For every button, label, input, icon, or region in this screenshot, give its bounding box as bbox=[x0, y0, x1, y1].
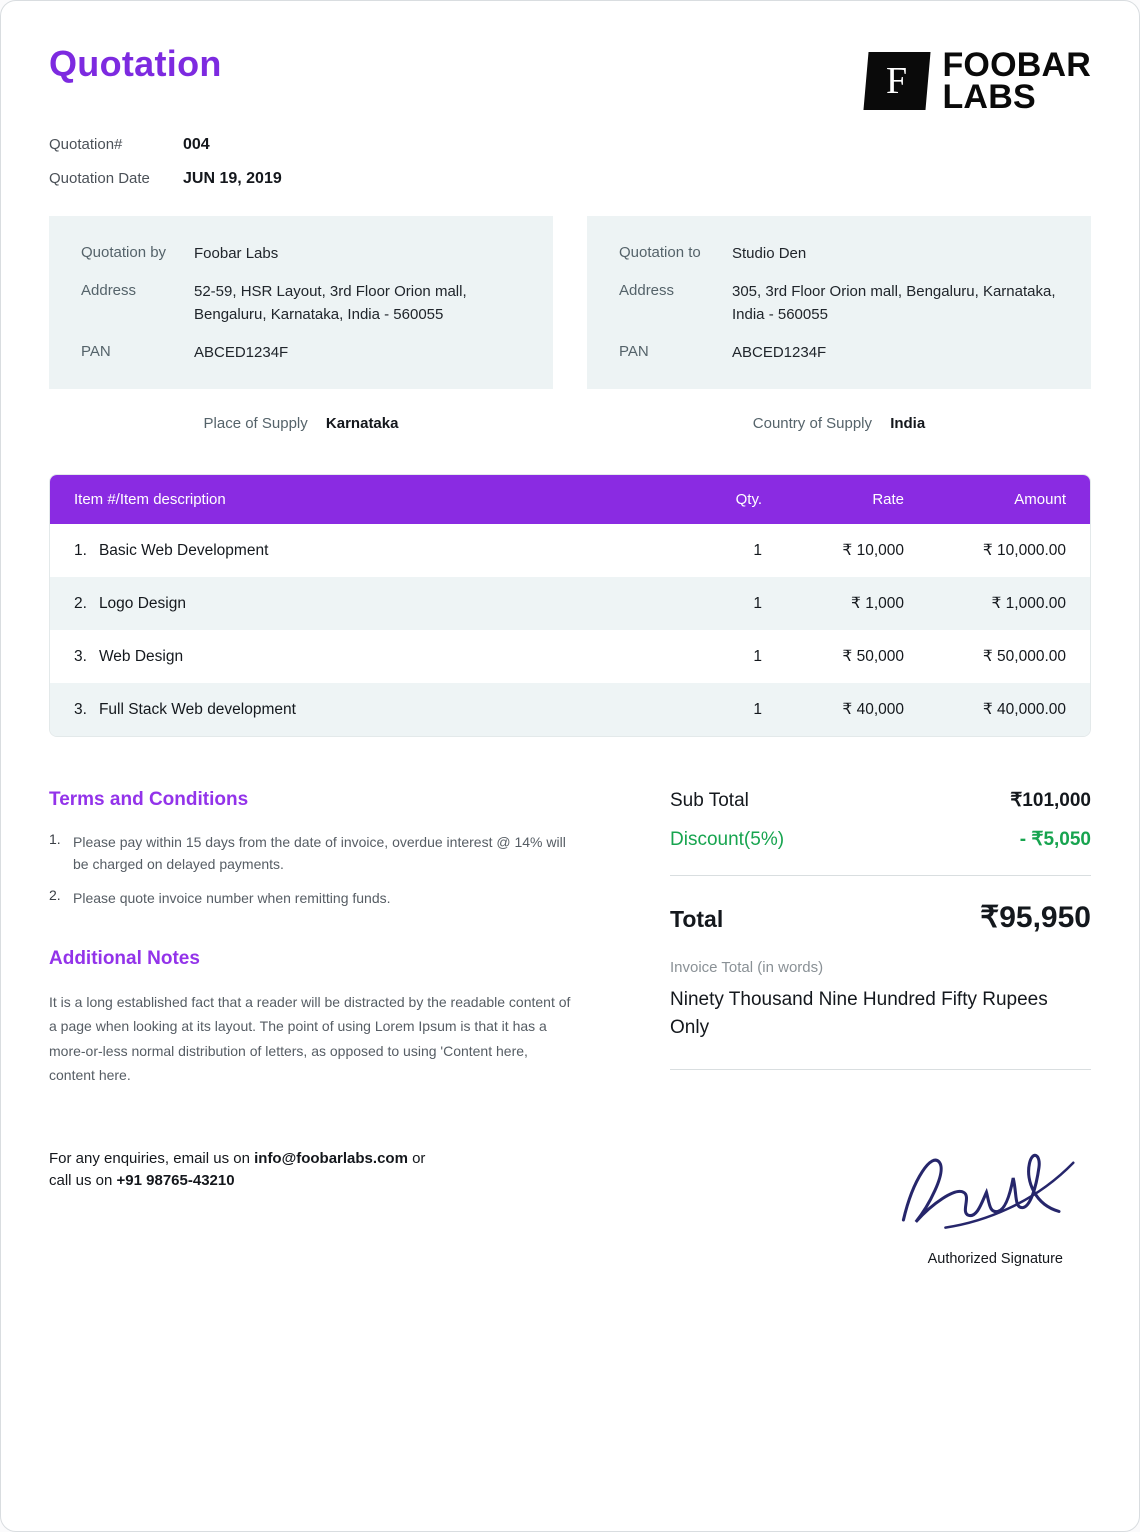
item-amount: ₹ 40,000.00 bbox=[982, 700, 1066, 718]
term-number: 2. bbox=[49, 887, 61, 904]
country-of-supply-label: Country of Supply bbox=[752, 414, 873, 432]
quotation-date-row bbox=[49, 170, 1091, 188]
discount-row bbox=[670, 828, 1091, 851]
item-number: 1. bbox=[74, 541, 87, 559]
item-description: Logo Design bbox=[98, 594, 186, 612]
contact-suffix: or bbox=[407, 1149, 426, 1167]
item-amount: ₹ 1,000.00 bbox=[991, 594, 1066, 612]
quotation-number-label: Quotation# bbox=[49, 135, 123, 153]
item-number: 2. bbox=[74, 594, 87, 612]
header-amount: Amount bbox=[1014, 490, 1066, 508]
item-rate: ₹ 40,000 bbox=[842, 700, 904, 718]
summary-divider bbox=[670, 875, 1091, 876]
quotation-date-value: JUN 19, 2019 bbox=[183, 169, 282, 187]
item-qty: 1 bbox=[753, 647, 762, 665]
term-item bbox=[49, 887, 571, 909]
quotation-by-address-row bbox=[81, 280, 521, 327]
quotation-by-address: 52-59, HSR Layout, 3rd Floor Orion mall, Bengaluru, Karnataka, India - 560055 bbox=[194, 282, 467, 324]
authorized-signature-label: Authorized Signature bbox=[927, 1250, 1063, 1267]
bottom-section bbox=[49, 789, 1091, 1267]
logo-mark-icon bbox=[864, 52, 931, 110]
company-logo bbox=[866, 46, 1091, 117]
quotation-by-pan: ABCED1234F bbox=[194, 344, 289, 362]
term-item bbox=[49, 831, 571, 876]
item-rate: ₹ 10,000 bbox=[842, 541, 904, 559]
item-rate: ₹ 1,000 bbox=[851, 594, 904, 612]
header-qty: Qty. bbox=[735, 490, 762, 508]
document-header bbox=[49, 43, 1091, 117]
table-row bbox=[50, 524, 1090, 577]
item-amount: ₹ 10,000.00 bbox=[982, 541, 1066, 559]
discount-value: - ₹5,050 bbox=[1019, 828, 1091, 850]
quotation-date-label: Quotation Date bbox=[49, 169, 150, 187]
subtotal-label: Sub Total bbox=[670, 789, 749, 811]
quotation-to-label: Quotation to bbox=[619, 243, 701, 261]
table-row bbox=[50, 577, 1090, 630]
quotation-meta bbox=[49, 136, 1091, 188]
signature-icon bbox=[888, 1136, 1083, 1241]
subtotal-row bbox=[670, 789, 1091, 812]
quotation-to-address: 305, 3rd Floor Orion mall, Bengaluru, Karnataka, India - 560055 bbox=[732, 282, 1056, 324]
term-number: 1. bbox=[49, 830, 61, 847]
summary-column bbox=[670, 789, 1091, 1267]
quotation-by-pan-label: PAN bbox=[81, 343, 111, 361]
item-description-cell bbox=[50, 684, 694, 736]
total-value: ₹95,950 bbox=[980, 900, 1091, 934]
quotation-to-address-row bbox=[619, 280, 1059, 327]
table-row bbox=[50, 630, 1090, 683]
terms-heading: Terms and Conditions bbox=[49, 788, 249, 810]
item-description: Full Stack Web development bbox=[98, 700, 296, 718]
place-of-supply-label: Place of Supply bbox=[203, 414, 308, 432]
item-description-cell bbox=[50, 525, 694, 577]
items-table-header bbox=[50, 475, 1090, 524]
country-of-supply-value: India bbox=[890, 414, 926, 432]
quotation-by-address-label: Address bbox=[81, 281, 137, 299]
term-text: Please pay within 15 days from the date of invoice, overdue interest @ 14% will be charged on delayed payments. bbox=[73, 833, 566, 872]
quotation-to-name: Studio Den bbox=[732, 244, 807, 262]
total-in-words-label: Invoice Total (in words) bbox=[670, 958, 824, 976]
header-item-description: Item #/Item description bbox=[74, 490, 226, 508]
contact-email[interactable]: info@foobarlabs.com bbox=[254, 1149, 408, 1167]
quotation-to-pan-label: PAN bbox=[619, 343, 649, 361]
quotation-to-name-row bbox=[619, 242, 1059, 265]
quotation-by-box bbox=[49, 216, 553, 389]
logo-letter: F bbox=[886, 60, 909, 103]
item-description: Basic Web Development bbox=[98, 541, 269, 559]
table-row bbox=[50, 683, 1090, 736]
subtotal-value: ₹101,000 bbox=[1010, 789, 1091, 811]
place-of-supply-value: Karnataka bbox=[325, 414, 399, 432]
contact-line bbox=[49, 1148, 571, 1193]
place-of-supply bbox=[49, 415, 553, 432]
quotation-by-pan-row bbox=[81, 341, 521, 364]
item-amount: ₹ 50,000.00 bbox=[982, 647, 1066, 665]
logo-line2: LABS bbox=[942, 78, 1036, 117]
quotation-by-label: Quotation by bbox=[81, 243, 167, 261]
items-table bbox=[49, 474, 1091, 737]
item-description: Web Design bbox=[98, 647, 184, 665]
term-text: Please quote invoice number when remitting funds. bbox=[73, 890, 391, 907]
signature-block bbox=[670, 1136, 1091, 1267]
party-boxes bbox=[49, 216, 1091, 389]
quotation-number-value: 004 bbox=[183, 135, 210, 153]
page-title: Quotation bbox=[49, 43, 222, 84]
total-row bbox=[670, 900, 1091, 935]
item-qty: 1 bbox=[753, 541, 762, 559]
item-qty: 1 bbox=[753, 700, 762, 718]
discount-label: Discount(5%) bbox=[670, 828, 785, 850]
item-description-cell bbox=[50, 631, 694, 683]
quotation-number-row bbox=[49, 136, 1091, 154]
item-number: 3. bbox=[74, 700, 87, 718]
quotation-by-name-row bbox=[81, 242, 521, 265]
item-rate: ₹ 50,000 bbox=[842, 647, 904, 665]
item-number: 3. bbox=[74, 647, 87, 665]
quotation-by-name: Foobar Labs bbox=[194, 244, 279, 262]
quotation-to-pan-row bbox=[619, 341, 1059, 364]
contact-phone[interactable]: +91 98765-43210 bbox=[116, 1172, 235, 1190]
quotation-to-address-label: Address bbox=[619, 281, 675, 299]
logo-line1: FOOBAR bbox=[942, 46, 1091, 84]
contact-prefix: For any enquiries, email us on bbox=[49, 1149, 255, 1167]
additional-notes-heading: Additional Notes bbox=[49, 947, 200, 969]
item-description-cell bbox=[50, 578, 694, 630]
additional-notes-body: It is a long established fact that a reader will be distracted by the readable content of a page when looking at its layout. The point of using Lorem Ipsum is that it has a more-or-less normal distribution of letters, as opposed to using 'Content here, content here. bbox=[49, 993, 571, 1084]
quotation-to-pan: ABCED1234F bbox=[732, 344, 827, 362]
logo-wordmark bbox=[942, 46, 1091, 117]
supply-info bbox=[49, 415, 1091, 432]
left-column bbox=[49, 789, 571, 1267]
total-label: Total bbox=[670, 905, 724, 932]
quotation-to-box bbox=[587, 216, 1091, 389]
contact-line2-prefix: call us on bbox=[49, 1172, 117, 1190]
total-in-words-value: Ninety Thousand Nine Hundred Fifty Rupees Only bbox=[670, 988, 1048, 1039]
summary-bottom-divider bbox=[670, 1069, 1091, 1070]
header-rate: Rate bbox=[872, 490, 904, 508]
country-of-supply bbox=[587, 415, 1091, 432]
item-qty: 1 bbox=[753, 594, 762, 612]
